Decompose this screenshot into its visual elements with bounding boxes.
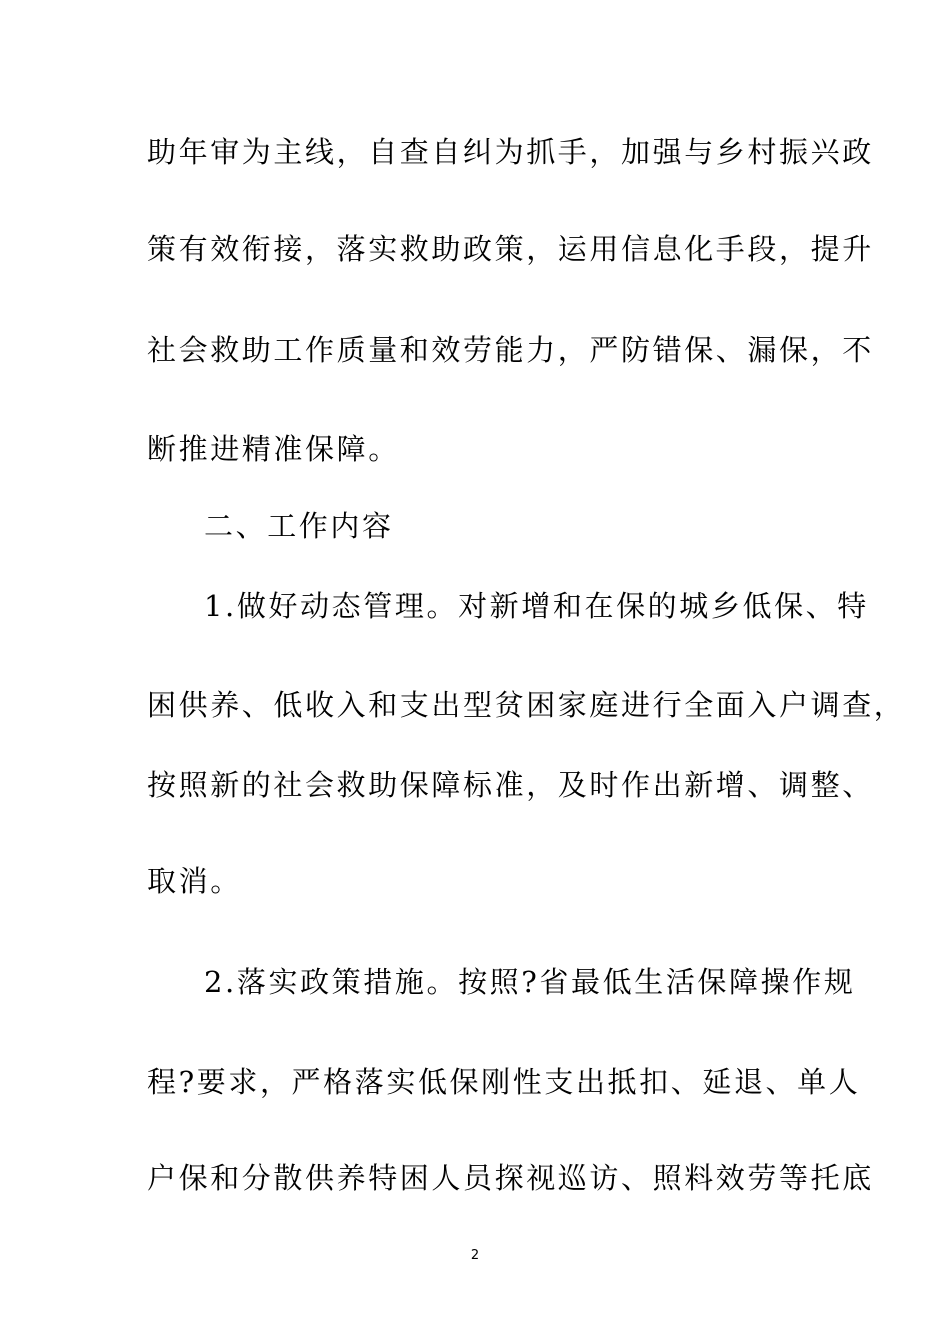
body-text-line: 程?要求，严格落实低保刚性支出抵扣、延退、单人	[147, 1065, 861, 1099]
page-number: 2	[470, 1248, 480, 1263]
body-text-line: 断推进精准保障。	[147, 432, 400, 466]
body-text-line: 按照新的社会救助保障标准，及时作出新增、调整、	[147, 768, 874, 802]
body-text-line: 策有效衔接，落实救助政策，运用信息化手段，提升	[147, 232, 874, 266]
section-heading: 二、工作内容	[204, 509, 394, 543]
body-text-line: 困供养、低收入和支出型贫困家庭进行全面入户调查，	[147, 688, 906, 722]
body-text-line: 助年审为主线，自查自纠为抓手，加强与乡村振兴政	[147, 135, 874, 169]
body-text-line: 2.落实政策措施。按照?省最低生活保障操作规	[204, 965, 856, 999]
body-text-line: 取消。	[147, 864, 242, 898]
body-text-line: 1.做好动态管理。对新增和在保的城乡低保、特	[204, 589, 869, 623]
body-text-line: 户保和分散供养特困人员探视巡访、照料效劳等托底	[147, 1161, 874, 1195]
body-text-line: 社会救助工作质量和效劳能力，严防错保、漏保，不	[147, 333, 874, 367]
